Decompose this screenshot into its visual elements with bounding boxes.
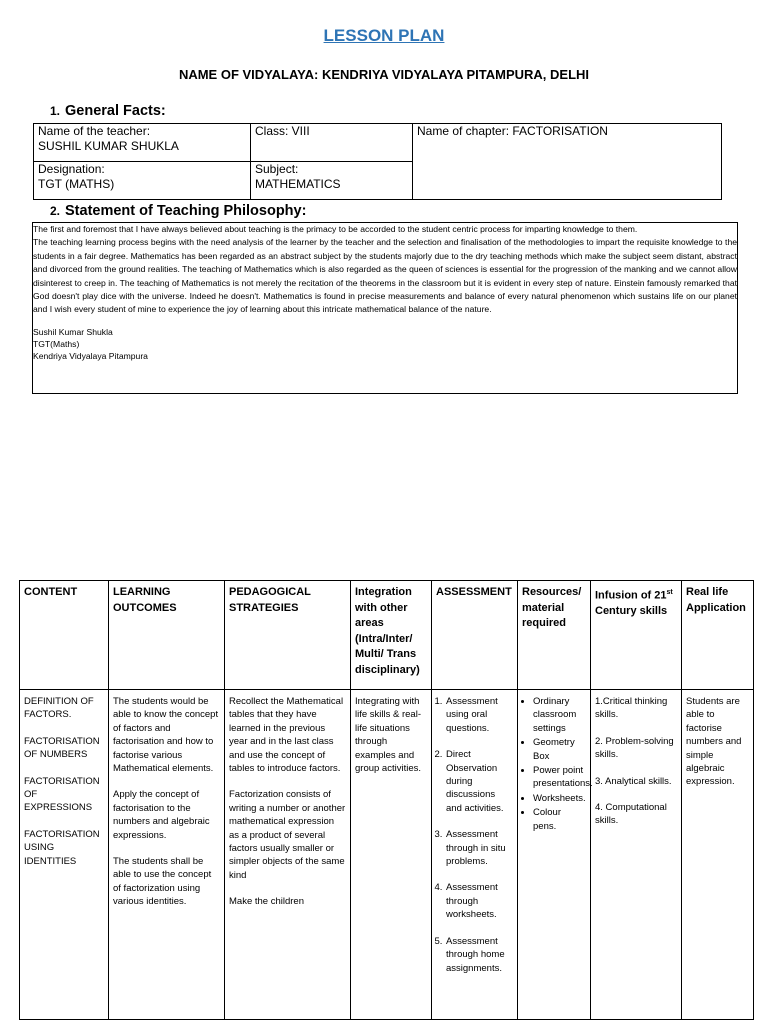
resource-item: • Geometry Box	[533, 736, 586, 763]
skills-cell	[591, 690, 682, 1020]
real-life-text: Students are able to factorise numbers and simple algebraic expression.	[686, 696, 742, 788]
resource-item: • Worksheets.	[533, 792, 586, 805]
resource-item: • Power point presentations.	[533, 764, 586, 791]
header-learning-outcomes: LEARNING OUTCOMES	[109, 581, 225, 690]
real-life-cell	[682, 690, 754, 1020]
skill-item: 1.Critical thinking skills.	[595, 696, 668, 721]
designation-value: TGT (MATHS)	[38, 177, 115, 191]
skills-list	[595, 695, 677, 828]
section-number: 1.	[50, 104, 61, 118]
content-item: FACTORISATION OF EXPRESSIONS	[24, 775, 100, 814]
section-title: General Facts:	[65, 103, 166, 119]
philosophy-box	[32, 222, 738, 394]
header-assessment: ASSESSMENT	[432, 581, 518, 690]
outcome-item: Apply the concept of factorisation to the numbers and algebraic expressions.	[113, 789, 210, 841]
skill-item: 3. Analytical skills.	[595, 775, 672, 787]
outcomes-cell	[109, 690, 225, 1020]
outcome-item: The students shall be able to use the concept of factorization using various identities.	[113, 856, 212, 908]
resource-item: • Ordinary classroom settings	[533, 695, 586, 735]
content-cell	[20, 690, 109, 1020]
header-integration: Integration with other areas (Intra/Inter/ Multi/ Trans disciplinary)	[351, 581, 432, 690]
header-resources: Resources/ material required	[518, 581, 591, 690]
pedagogy-item: Factorization consists of writing a number or another mathematical expression as a product of several factors usually smaller or simpler objects of the same kind	[229, 789, 346, 881]
assessment-item: 5. Assessment through home assignments.	[445, 935, 513, 975]
skill-item: 4. Computational skills.	[595, 802, 667, 827]
teacher-label: Name of the teacher:	[38, 124, 151, 138]
subject-value: MATHEMATICS	[255, 177, 341, 191]
content-item: FACTORISATION USING IDENTITIES	[24, 828, 100, 867]
section-philosophy-heading	[50, 203, 306, 219]
integration-text: Integrating with life skills & real-life situations through examples and group activities.	[355, 696, 422, 775]
teacher-value: SUSHIL KUMAR SHUKLA	[38, 139, 179, 153]
resources-cell	[518, 690, 591, 1020]
chapter-text: Name of chapter: FACTORISATION	[417, 124, 608, 138]
class-text: Class: VIII	[255, 124, 310, 138]
header-infusion-text: Infusion of 21	[595, 589, 667, 602]
content-item: FACTORISATION OF NUMBERS	[24, 735, 100, 761]
skill-item: 2. Problem-solving skills.	[595, 735, 674, 761]
outcome-item: The students would be able to know the concept of factors and factorisation and how to factorise various Mathematical elements.	[113, 696, 219, 775]
header-infusion-skills	[591, 581, 682, 690]
signature-school: Kendriya Vidyalaya Pitampura	[33, 351, 148, 362]
philosophy-paragraph: The first and foremost that I have always believed about teaching is the primacy to be accorded to the student centric process for imparting knowledge to them.	[33, 224, 638, 234]
designation-cell	[34, 162, 251, 200]
pedagogy-cell	[225, 690, 351, 1020]
signature-name: Sushil Kumar Shukla	[33, 326, 113, 337]
pedagogy-item: Recollect the Mathematical tables that they have learned in the previous year and in the last class and use the concept of tables to introduce factors.	[229, 696, 344, 775]
pedagogy-item: Make the children	[229, 896, 304, 908]
resources-list	[522, 695, 593, 833]
subject-cell	[251, 162, 413, 200]
lesson-plan-table	[19, 580, 754, 1020]
page-title: LESSON PLAN	[323, 26, 445, 45]
header-infusion-sup: st	[666, 589, 673, 596]
assessment-item: 4. Assessment through worksheets.	[445, 881, 513, 921]
section-general-facts-heading	[50, 103, 166, 119]
signature-post: TGT(Maths)	[33, 339, 80, 350]
header-real-life: Real life Application	[682, 581, 754, 690]
header-infusion-text: Century skills	[595, 605, 668, 618]
assessment-item: 3. Assessment through in situ problems.	[445, 828, 513, 868]
school-name: NAME OF VIDYALAYA: KENDRIYA VIDYALAYA PITAMPURA, DELHI	[178, 67, 590, 82]
header-pedagogical-strategies: PEDAGOGICAL STRATEGIES	[225, 581, 351, 690]
assessment-item: 1. Assessment using oral questions.	[445, 695, 513, 735]
subject-label: Subject:	[255, 162, 299, 176]
header-content: CONTENT	[20, 581, 109, 690]
assessment-list	[436, 695, 513, 975]
integration-cell	[351, 690, 432, 1020]
resource-item: • Colour pens.	[533, 806, 586, 833]
assessment-cell	[432, 690, 518, 1020]
designation-label: Designation:	[38, 162, 105, 176]
assessment-item: 2. Direct Observation during discussions and activities.	[445, 748, 513, 815]
class-cell	[251, 124, 413, 162]
general-facts-table	[33, 123, 722, 200]
content-item: DEFINITION OF FACTORS.	[24, 696, 94, 721]
section-title: Statement of Teaching Philosophy:	[65, 203, 307, 219]
chapter-cell	[413, 124, 722, 200]
philosophy-paragraph: The teaching learning process begins with the need analysis of the learner by the teacher and the selection and finalisation of the methodologies to impart the requisite knowledge to the students in a fair degree. Mathematics has been regarded as an abstract subject by the students majorly due to the dry teaching methods which make the subject seem distant, abstract and divorced from the ground realities. The teaching of Mathematics which is also regarded as the queen of sciences is essential for the progression of the manking and we cannot allow disinterest to creep in. The teaching of Mathematics is not merely the recitation of the theorems in the classroom but it is evident in every step of nature. Einstein famously remarked that God doesn't play dice with the universe. Indeed he doesn't. Mathematics is found in precise measurements and balance of every natural phenomenon which sustains life on our planet and I wish every student of mine to experience the joy of learning about this intricate mathematical balance of the nature.	[33, 237, 737, 315]
signature-block	[33, 326, 737, 363]
teacher-cell	[34, 124, 251, 162]
section-number: 2.	[50, 204, 61, 218]
